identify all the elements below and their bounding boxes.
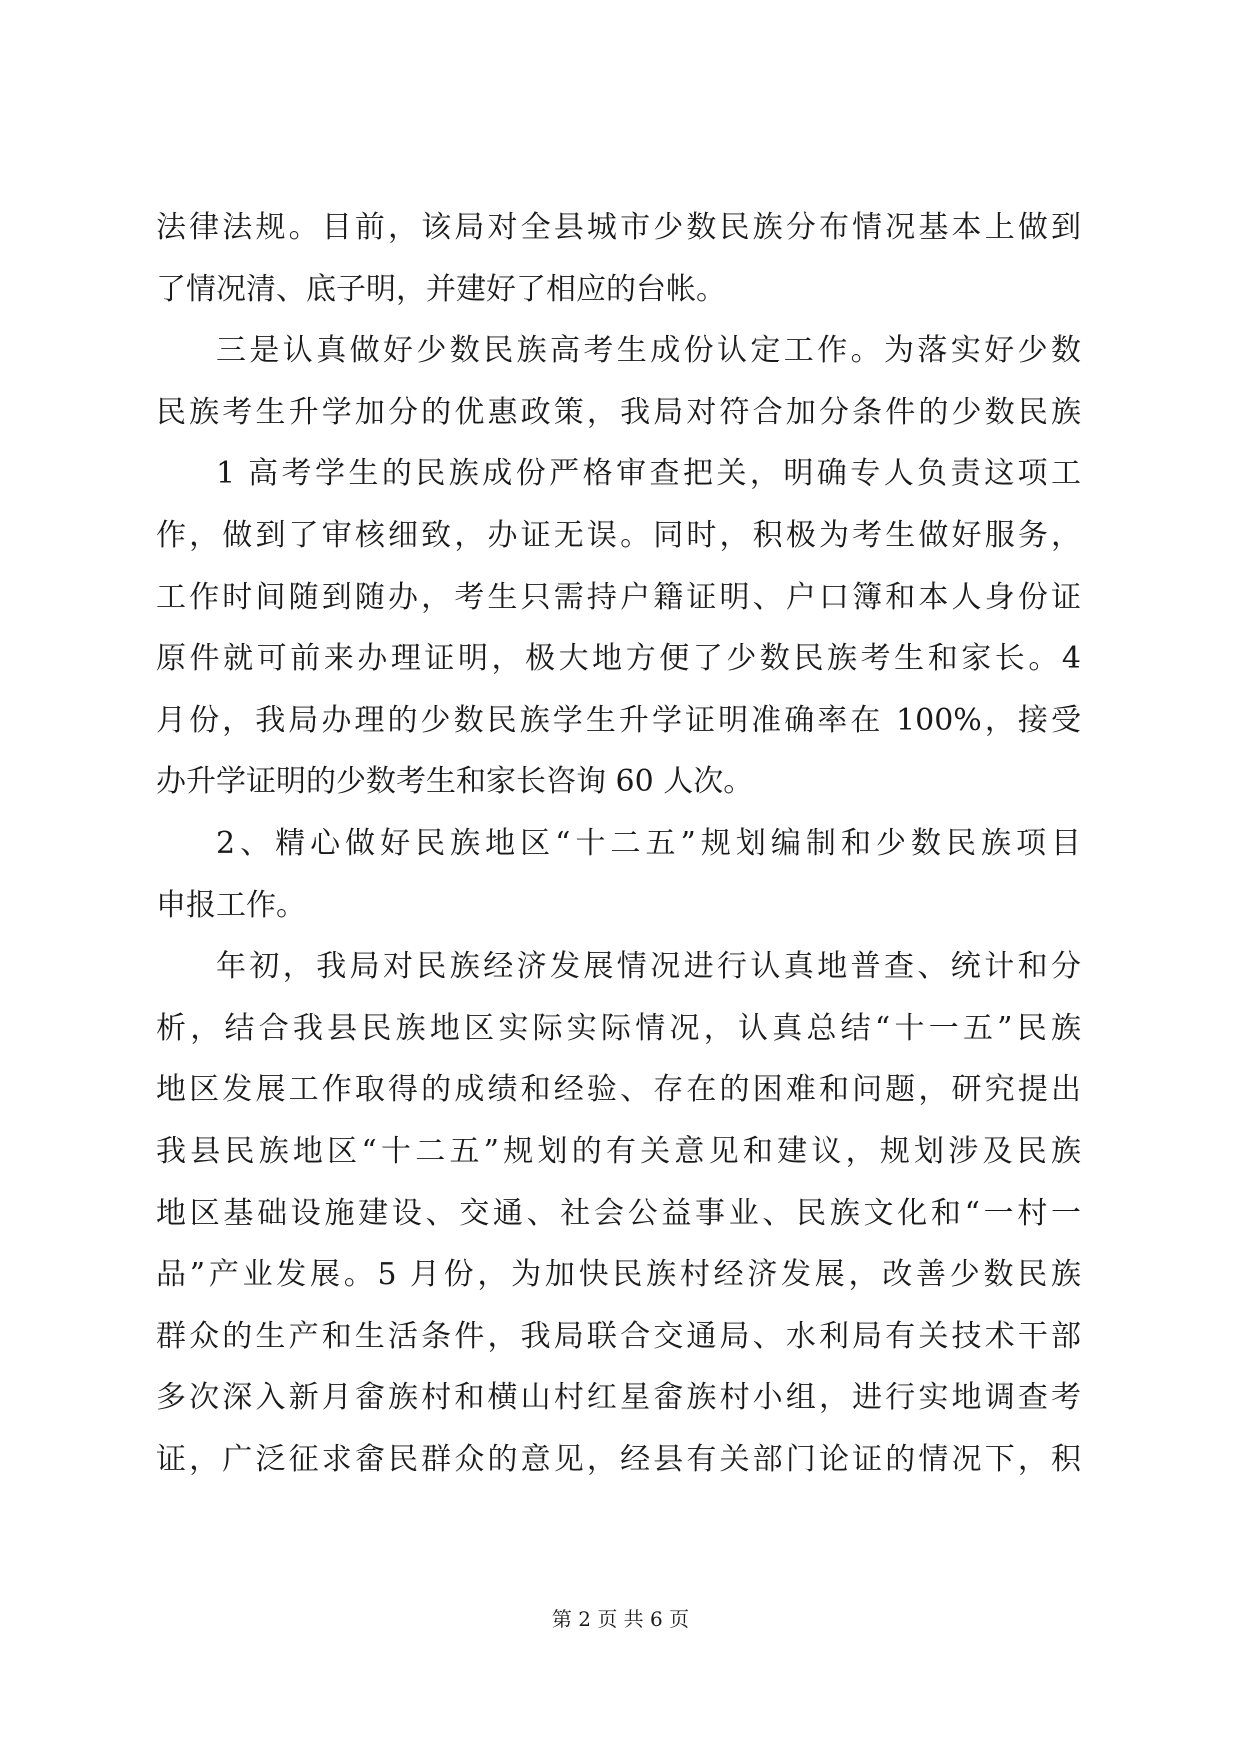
body-text-line: 办升学证明的少数考生和家长咨询 60 人次。 [156,764,754,799]
body-text-line: 证，广泛征求畲民群众的意见，经县有关部门论证的情况下，积 [156,1442,1081,1477]
body-text-line: 群众的生产和生活条件，我局联合交通局、水利局有关技术干部 [156,1319,1081,1354]
body-text-line: 品”产业发展。5 月份，为加快民族村经济发展，改善少数民族 [156,1257,1081,1292]
body-text-line: 民族考生升学加分的优惠政策，我局对符合加分条件的少数民族 [156,395,1081,430]
body-text-line: 析，结合我县民族地区实际实际情况，认真总结“十一五”民族 [156,1011,1081,1046]
body-text-line: 2、精心做好民族地区“十二五”规划编制和少数民族项目 [216,826,1081,861]
body-text-line: 了情况清、底子明，并建好了相应的台帐。 [156,272,726,307]
body-text-line: 法律法规。目前，该局对全县城市少数民族分布情况基本上做到 [156,210,1081,245]
body-text-line: 原件就可前来办理证明，极大地方便了少数民族考生和家长。4 [156,641,1081,676]
body-text-line: 多次深入新月畲族村和横山村红星畲族村小组，进行实地调查考 [156,1380,1081,1415]
body-text-line: 我县民族地区“十二五”规划的有关意见和建议，规划涉及民族 [156,1134,1081,1169]
body-text-line: 1 高考学生的民族成份严格审查把关，明确专人负责这项工 [216,456,1081,491]
body-text-line: 年初，我局对民族经济发展情况进行认真地普查、统计和分 [216,949,1081,984]
body-text-line: 作，做到了审核细致，办证无误。同时，积极为考生做好服务， [156,518,1081,553]
body-text-line: 申报工作。 [156,888,306,923]
body-text-line: 工作时间随到随办，考生只需持户籍证明、户口簿和本人身份证 [156,580,1081,615]
page-number-footer: 第 2 页 共 6 页 [551,1607,690,1631]
body-text-line: 三是认真做好少数民族高考生成份认定工作。为落实好少数 [216,333,1081,368]
body-text-line: 地区基础设施建设、交通、社会公益事业、民族文化和“一村一 [156,1196,1081,1231]
body-text-line: 地区发展工作取得的成绩和经验、存在的困难和问题，研究提出 [156,1072,1081,1107]
body-text-line: 月份，我局办理的少数民族学生升学证明准确率在 100%，接受 [156,703,1081,738]
